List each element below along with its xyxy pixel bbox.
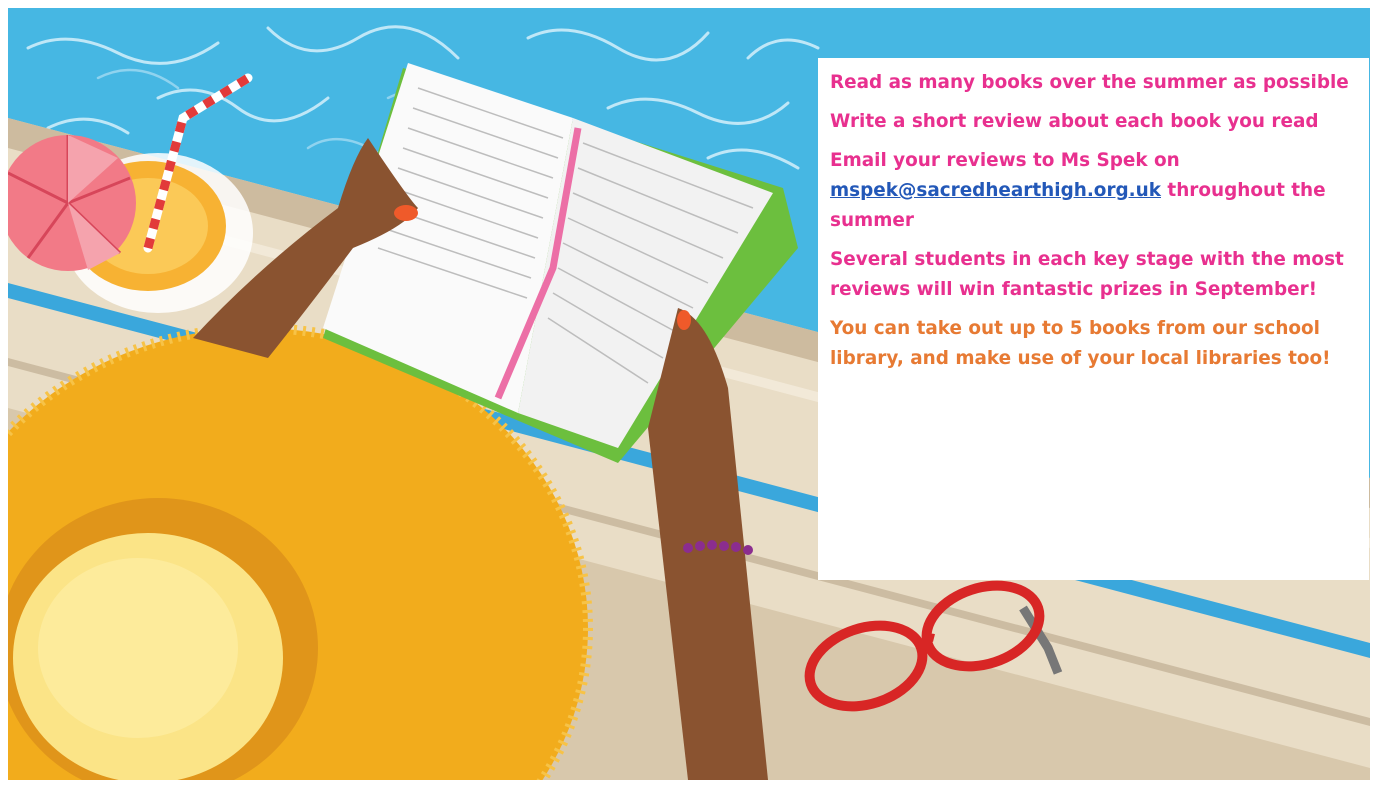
email-intro-text: Email your reviews to Ms Spek on: [830, 150, 1180, 171]
instruction-prizes: Several students in each key stage with the most reviews will win fantastic prizes in September!: [830, 249, 1344, 300]
email-link[interactable]: mspek@sacredhearthigh.org.uk: [830, 180, 1161, 201]
instruction-write-review: Write a short review about each book you read: [830, 111, 1319, 132]
library-note: You can take out up to 5 books from our school library, and make use of your local libraries too!: [830, 318, 1331, 369]
instruction-email-reviews: [830, 146, 1357, 236]
email-outro-text: throughout the summer: [830, 180, 1326, 231]
instruction-read-books: Read as many books over the summer as possible: [830, 72, 1349, 93]
info-panel: [818, 58, 1369, 580]
